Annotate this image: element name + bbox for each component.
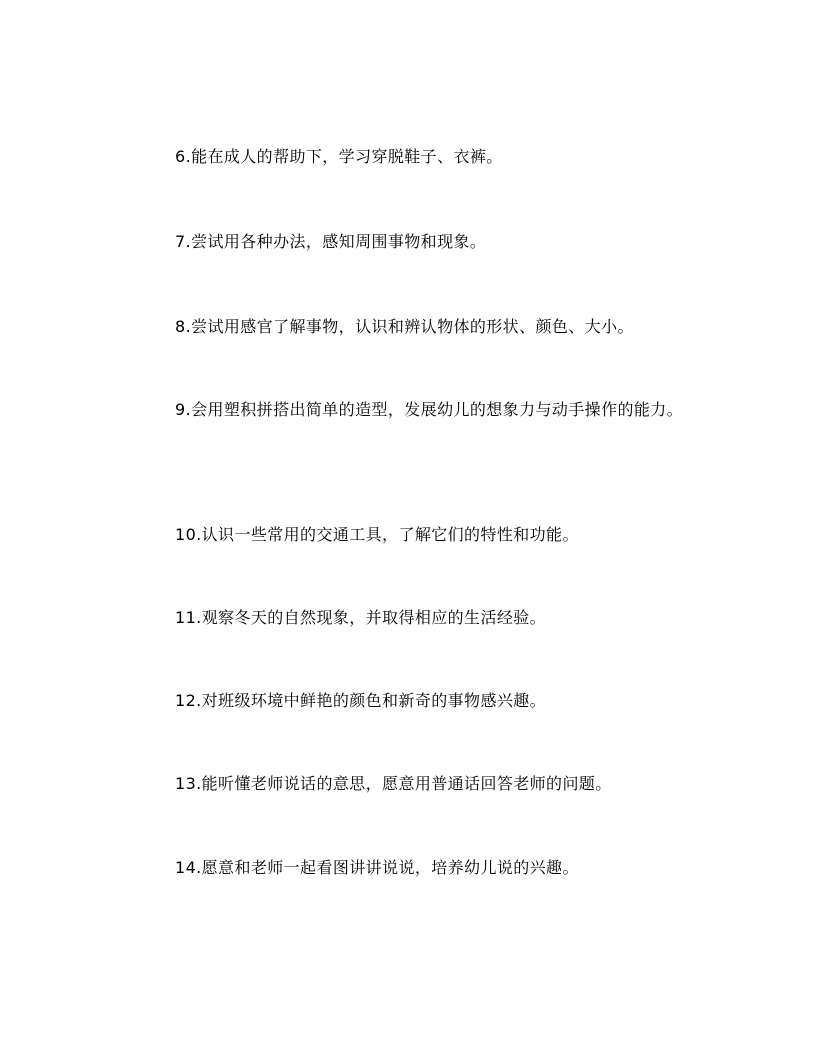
paragraph-item-7: 7.尝试用各种办法，感知周围事物和现象。 — [175, 232, 487, 251]
paragraph-item-9: 9.会用塑积拼搭出简单的造型，发展幼儿的想象力与动手操作的能力。 — [175, 400, 684, 419]
paragraph-item-10: 10.认识一些常用的交通工具，了解它们的特性和功能。 — [175, 525, 579, 544]
paragraph-item-11: 11.观察冬天的自然现象，并取得相应的生活经验。 — [175, 608, 547, 627]
paragraph-item-14: 14.愿意和老师一起看图讲讲说说，培养幼儿说的兴趣。 — [175, 858, 579, 877]
paragraph-item-6: 6.能在成人的帮助下，学习穿脱鞋子、衣裤。 — [175, 147, 503, 166]
paragraph-item-13: 13.能听懂老师说话的意思，愿意用普通话回答老师的问题。 — [175, 774, 612, 793]
paragraph-item-12: 12.对班级环境中鲜艳的颜色和新奇的事物感兴趣。 — [175, 691, 547, 710]
paragraph-item-8: 8.尝试用感官了解事物，认识和辨认物体的形状、颜色、大小。 — [175, 317, 634, 336]
